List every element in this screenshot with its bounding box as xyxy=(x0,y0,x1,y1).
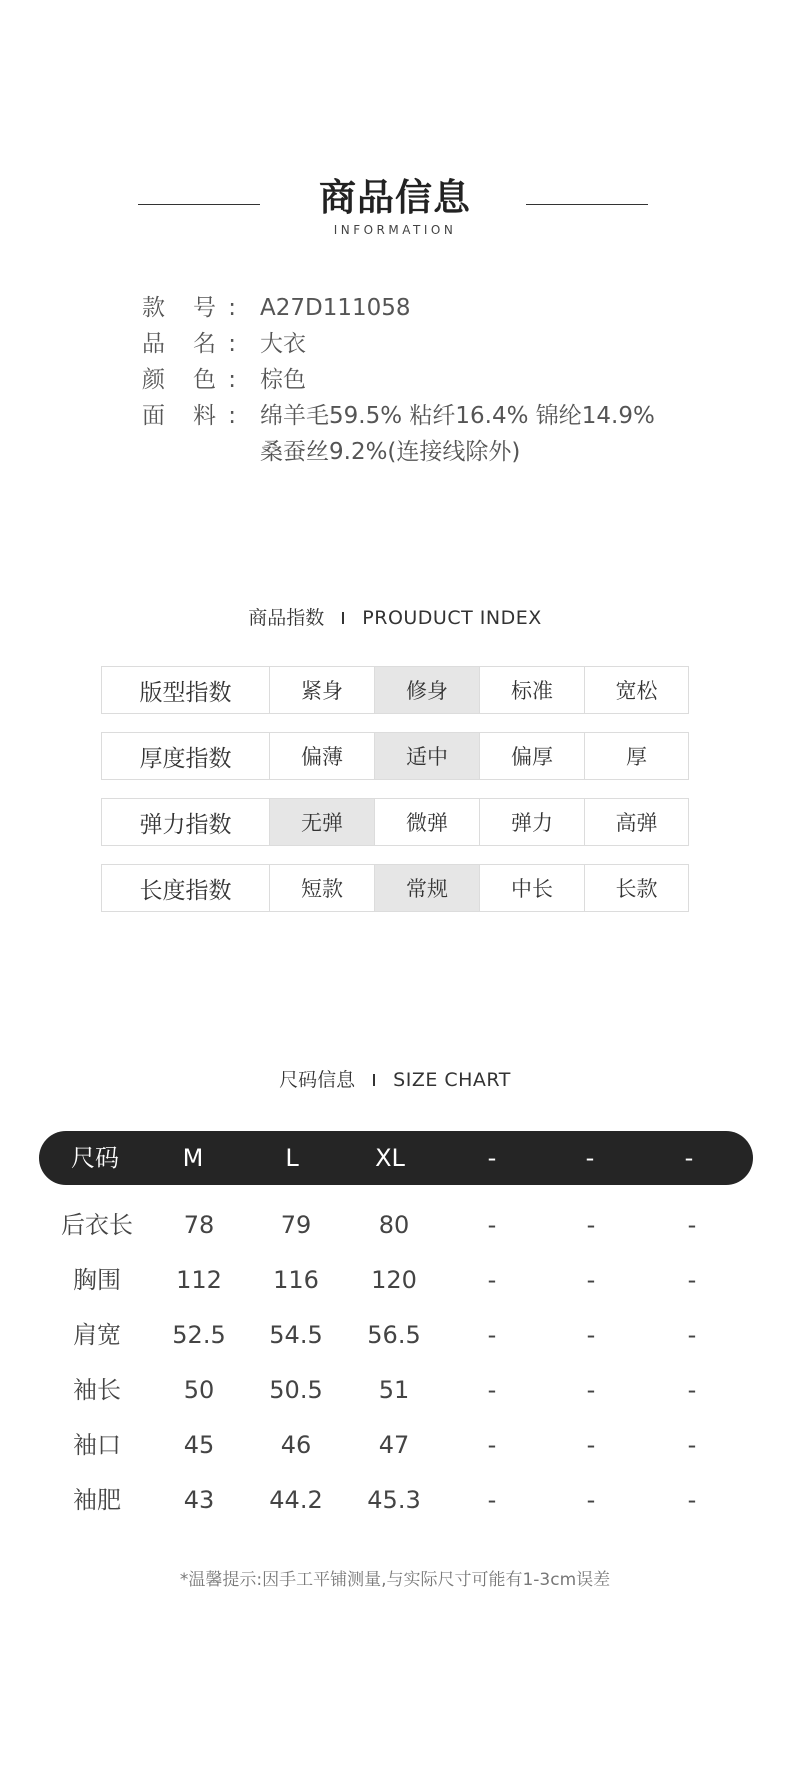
size-cell: - xyxy=(487,1431,497,1459)
size-cell: - xyxy=(687,1431,697,1459)
info-value-line: 大衣 xyxy=(260,331,306,357)
index-row xyxy=(101,864,689,912)
info-row xyxy=(142,326,702,362)
index-option: 宽松 xyxy=(584,667,688,713)
index-row xyxy=(101,732,689,780)
index-option: 弹力 xyxy=(479,799,584,845)
size-cell: 78 xyxy=(183,1211,215,1239)
product-index-table xyxy=(101,666,689,930)
size-row-label: 袖口 xyxy=(73,1431,121,1459)
size-row-label: 袖肥 xyxy=(73,1486,121,1514)
size-cell: 120 xyxy=(371,1266,417,1294)
index-option: 厚 xyxy=(584,733,688,779)
size-cell: 43 xyxy=(183,1486,215,1514)
size-cell: 112 xyxy=(176,1266,222,1294)
size-chart-header xyxy=(39,1131,753,1185)
info-value-line: 桑蚕丝9.2%(连接线除外) xyxy=(260,439,521,465)
page-subtitle: INFORMATION xyxy=(333,223,457,237)
size-row-label: 袖长 xyxy=(73,1376,121,1404)
info-label xyxy=(142,326,236,362)
size-cell: - xyxy=(687,1321,697,1349)
index-option: 标准 xyxy=(479,667,584,713)
size-cell: - xyxy=(687,1486,697,1514)
index-option: 微弹 xyxy=(374,799,479,845)
index-option: 偏薄 xyxy=(269,733,374,779)
size-row-label: 后衣长 xyxy=(61,1211,133,1239)
info-label xyxy=(142,398,236,470)
info-row xyxy=(142,362,702,398)
size-cell: - xyxy=(586,1431,596,1459)
index-option: 短款 xyxy=(269,865,374,911)
size-row-label: 胸围 xyxy=(73,1266,121,1294)
info-label-char: 名 xyxy=(193,331,216,357)
info-value xyxy=(236,398,702,470)
size-cell: - xyxy=(586,1486,596,1514)
size-cell: - xyxy=(586,1376,596,1404)
size-cell: - xyxy=(487,1211,497,1239)
size-row xyxy=(0,1418,790,1473)
index-option: 偏厚 xyxy=(479,733,584,779)
size-cell: 51 xyxy=(378,1376,410,1404)
size-chart-body xyxy=(0,1198,790,1528)
size-cell: 79 xyxy=(280,1211,312,1239)
size-cell: 52.5 xyxy=(172,1321,226,1349)
index-option: 高弹 xyxy=(584,799,688,845)
size-row xyxy=(0,1253,790,1308)
info-row xyxy=(142,398,702,470)
info-label xyxy=(142,290,236,326)
heading-separator xyxy=(373,1074,375,1086)
product-info-list xyxy=(142,290,702,470)
size-cell: - xyxy=(487,1486,497,1514)
info-value xyxy=(236,290,702,326)
info-label-colon: : xyxy=(228,295,236,321)
info-label-char: 色 xyxy=(193,367,216,393)
size-row-label: 肩宽 xyxy=(73,1321,121,1349)
size-title-cn: 尺码信息 xyxy=(279,1069,356,1091)
size-header-cell: - xyxy=(487,1144,497,1172)
size-cell: 50.5 xyxy=(269,1376,323,1404)
index-option-selected: 常规 xyxy=(374,865,479,911)
size-cell: - xyxy=(687,1266,697,1294)
info-label-char: 品 xyxy=(142,331,165,357)
size-row xyxy=(0,1308,790,1363)
size-section-heading xyxy=(0,1067,790,1093)
index-option-selected: 无弹 xyxy=(269,799,374,845)
size-cell: - xyxy=(586,1266,596,1294)
header-divider-right xyxy=(526,204,648,205)
info-label-colon: : xyxy=(228,403,236,429)
size-cell: - xyxy=(687,1211,697,1239)
size-header-cell: XL xyxy=(375,1144,405,1172)
size-cell: 46 xyxy=(280,1431,312,1459)
size-header-label: 尺码 xyxy=(71,1144,119,1172)
info-label-char: 款 xyxy=(142,295,165,321)
info-label-char: 颜 xyxy=(142,367,165,393)
info-row xyxy=(142,290,702,326)
info-value-line: A27D111058 xyxy=(260,295,411,321)
index-option-selected: 修身 xyxy=(374,667,479,713)
size-cell: 50 xyxy=(183,1376,215,1404)
index-row xyxy=(101,798,689,846)
size-cell: 116 xyxy=(273,1266,319,1294)
info-value xyxy=(236,362,702,398)
size-cell: - xyxy=(586,1211,596,1239)
size-cell: 54.5 xyxy=(269,1321,323,1349)
size-header-cell: M xyxy=(182,1144,204,1172)
info-label xyxy=(142,362,236,398)
info-label-char: 料 xyxy=(193,403,216,429)
index-label: 长度指数 xyxy=(139,877,232,904)
page-title: 商品信息 xyxy=(319,176,471,219)
index-option: 紧身 xyxy=(269,667,374,713)
size-row xyxy=(0,1473,790,1528)
index-label: 弹力指数 xyxy=(139,811,232,838)
size-header-cell: L xyxy=(285,1144,299,1172)
index-option: 长款 xyxy=(584,865,688,911)
info-value-line: 绵羊毛59.5% 粘纤16.4% 锦纶14.9% xyxy=(260,403,655,429)
info-label-colon: : xyxy=(228,367,236,393)
size-cell: - xyxy=(487,1321,497,1349)
size-row xyxy=(0,1198,790,1253)
size-cell: 45 xyxy=(183,1431,215,1459)
size-cell: 56.5 xyxy=(367,1321,421,1349)
size-title-en: SIZE CHART xyxy=(393,1069,511,1091)
info-label-char: 号 xyxy=(193,295,216,321)
size-cell: - xyxy=(687,1376,697,1404)
info-label-colon: : xyxy=(228,331,236,357)
measurement-note: *温馨提示:因手工平铺测量,与实际尺寸可能有1-3cm误差 xyxy=(179,1570,611,1590)
index-section-heading xyxy=(0,605,790,631)
size-header-cell: - xyxy=(684,1144,694,1172)
index-label: 版型指数 xyxy=(139,679,232,706)
index-option: 中长 xyxy=(479,865,584,911)
index-row xyxy=(101,666,689,714)
index-title-cn: 商品指数 xyxy=(248,607,325,629)
heading-separator xyxy=(342,612,344,624)
size-cell: 47 xyxy=(378,1431,410,1459)
index-option-selected: 适中 xyxy=(374,733,479,779)
size-row xyxy=(0,1363,790,1418)
size-header-cell: - xyxy=(585,1144,595,1172)
size-cell: 45.3 xyxy=(367,1486,421,1514)
info-value-line: 棕色 xyxy=(260,367,306,393)
size-cell: - xyxy=(487,1266,497,1294)
index-title-en: PROUDUCT INDEX xyxy=(362,607,542,629)
size-cell: 80 xyxy=(378,1211,410,1239)
size-cell: - xyxy=(586,1321,596,1349)
size-cell: - xyxy=(487,1376,497,1404)
size-cell: 44.2 xyxy=(269,1486,323,1514)
info-label-char: 面 xyxy=(142,403,165,429)
index-label: 厚度指数 xyxy=(139,745,232,772)
info-value xyxy=(236,326,702,362)
